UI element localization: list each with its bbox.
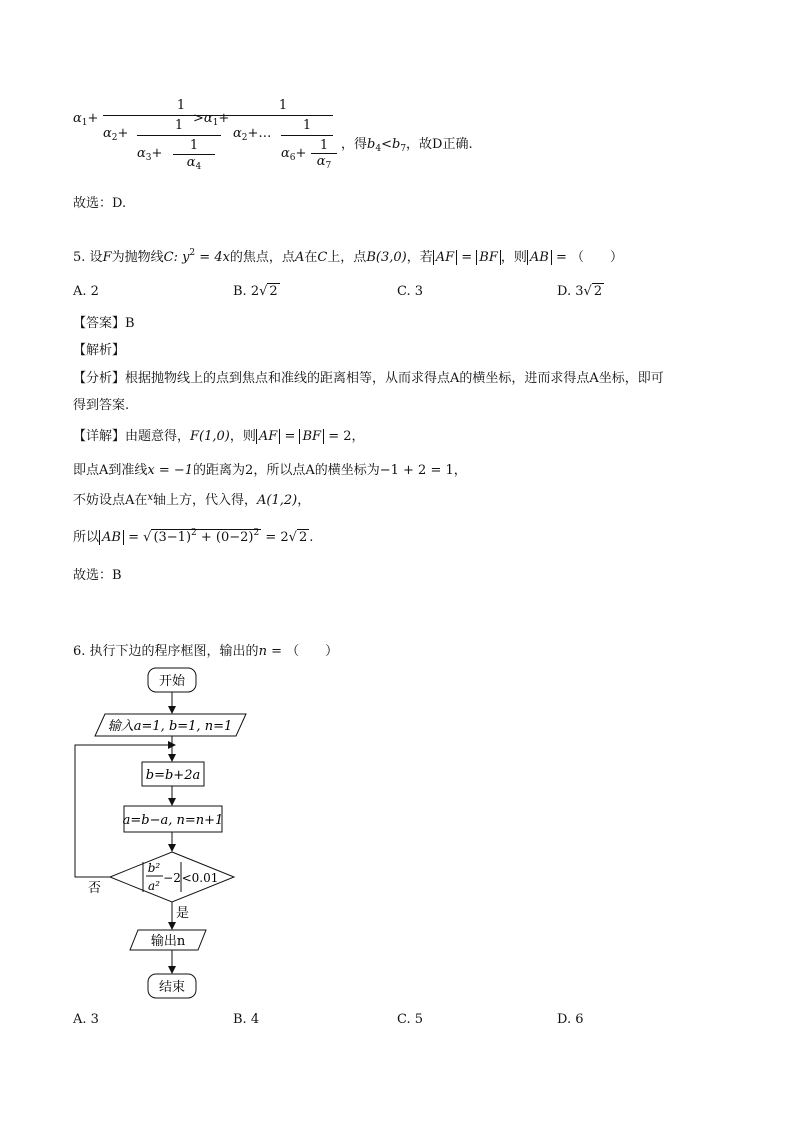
flow-start-label: 开始: [158, 674, 186, 689]
continued-fraction-inequality: [73, 98, 513, 182]
q6-option-b: B. 4: [233, 1012, 260, 1027]
q5-answer: 【答案】B: [73, 316, 135, 331]
q5-detail-line2: 即点A到准线x = −1的距离为2，所以点A的横坐标为−1 + 2 = 1，: [73, 463, 467, 478]
lhs-fraction: 1 $\alpha_2+$ 1 $\alpha_3+$ 1 $\alpha_4$: [103, 98, 259, 176]
q5-detail-line3: 不妨设点A在$^x$轴上方，代入得，A(1,2)，: [73, 492, 311, 508]
prev-answer-line: 故选：D.: [73, 196, 127, 211]
flow-input-label: 输入a=1, b=1, n=1: [107, 719, 233, 734]
flowchart: [0, 660, 300, 1005]
flow-cond-den: a²: [148, 879, 160, 893]
flow-step2-label: a=b−a, n=n+1: [122, 813, 224, 828]
flow-cond-tail: −2: [163, 871, 181, 885]
q5-detail-line1: 【详解】由题意得，F(1,0)，则 AF = BF = 2，: [73, 429, 365, 444]
flow-cond-num: b²: [147, 861, 161, 875]
alpha1-lhs: $\alpha_1+$: [73, 111, 99, 128]
rhs-fraction: 1 $\alpha_2+\dots$ 1 $\alpha_6+$ 1 $\alpha_7$: [233, 98, 333, 176]
q5-analysis: 【分析】根据抛物线上的点到焦点和准线的距离相等，从而求得点A的横坐标，进而求得点A坐标，即可: [73, 371, 664, 386]
q6-option-d: D. 6: [557, 1012, 584, 1027]
flow-output-label: 输出n: [150, 934, 186, 949]
q5-stem: 5. 设F为抛物线C: $y^2 = 4x$的焦点，点A在C上，点B(3,0)，若 AF = BF ，则 AB = （ ）: [73, 248, 624, 265]
flow-cond-rhs: <0.01: [181, 871, 219, 885]
flow-yes-label: 是: [176, 906, 190, 921]
q5-option-c: C. 3: [397, 284, 424, 299]
q5-option-a: A. 2: [73, 284, 99, 299]
q6-option-a: A. 3: [73, 1012, 99, 1027]
q6-option-c: C. 5: [397, 1012, 424, 1027]
q5-detail-line4: 所以 AB = √ $(3-1)^2 + (0-2)^2 = 2√$ 2 .: [73, 528, 314, 545]
greater-than: $>\alpha_1+$: [193, 111, 230, 128]
q6-stem: 6. 执行下边的程序框图，输出的n = （ ）: [73, 644, 339, 659]
flow-end-label: 结束: [158, 980, 186, 995]
flow-no-label: 否: [88, 881, 102, 896]
conclusion: ，得$b_4<b_7$，故D正确.: [341, 137, 473, 154]
q5-option-b: B. 2√ 2: [233, 284, 278, 299]
q5-analysis-cont: 得到答案.: [73, 398, 130, 413]
q5-option-d: D. 3√ 2: [557, 284, 603, 299]
flow-step1-label: b=b+2a: [145, 768, 201, 783]
q5-analysis-title: 【解析】: [73, 343, 126, 358]
q5-answer-line: 故选：B: [73, 568, 122, 583]
